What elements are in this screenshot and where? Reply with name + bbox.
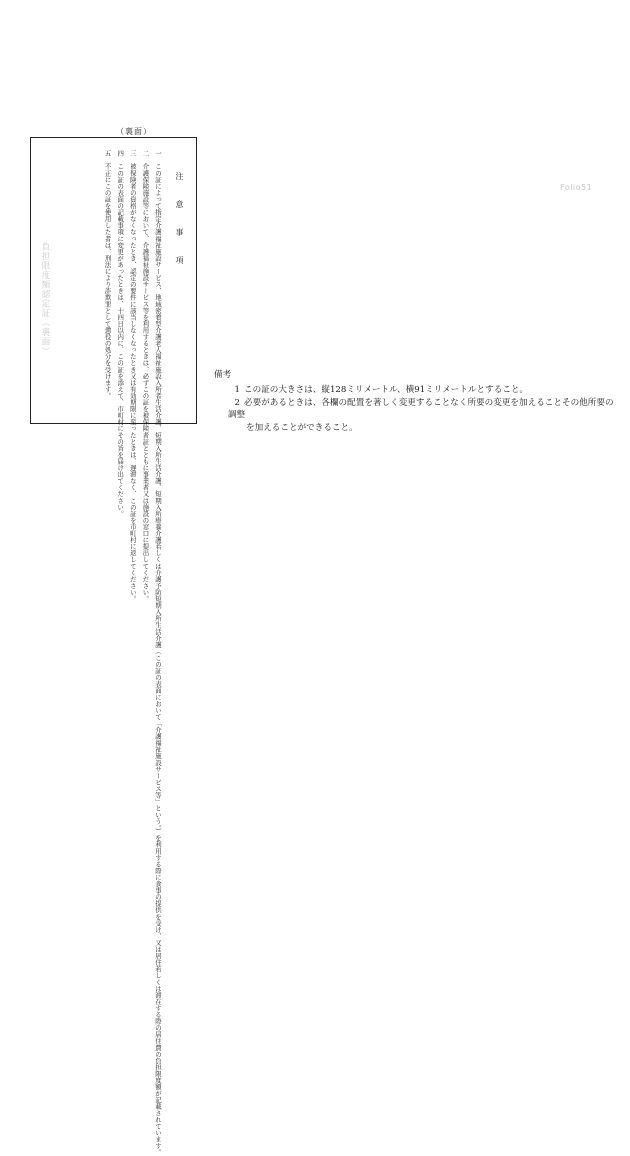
remark-item-1: [214, 384, 614, 396]
note-item-1: 一 この証によって指定介護福祉施設サービス、地域密着型介護老人福祉施設入所者生活介護、短期入所生活介護、短期入所療養介護若しくは介護予防短期入所生活介護（この証の表面において「介護福祉施設サービス等」という。）を利用する際に食事の提供を受け、又は居住若しくは滞在する際の居住費の負担限度額が記載されています。: [154, 150, 162, 1156]
reverse-side-label: （裏面）: [116, 127, 152, 136]
remark-text: 必要があるときは、各欄の配置を著しく変更することなく所要の変更を加えることその他所要の調整: [228, 397, 614, 421]
remark-item-2-continuation: を加えることができること。: [246, 422, 358, 433]
faint-watermark-text: 負担限度額認定証（裏面）: [40, 242, 50, 356]
note-item-3: 三 被保険者の資格がなくなったとき、認定の要件に該当しなくなったとき又は有効期限に至ったときは、遅滞なく、この証を市町村に返してください。: [128, 150, 137, 602]
remark-item-2: [214, 397, 614, 422]
side-mark: Folio51: [560, 183, 593, 192]
certificate-reverse-frame: [30, 137, 197, 1156]
remarks-title: 備考: [214, 370, 232, 380]
note-item-2: 二 介護保険施設等において、介護福祉施設サービス等を利用するときは、必ずこの証を被保険者証とともに事業者又は施設の窓口に提出してください。: [141, 150, 150, 602]
remark-number: 2: [234, 397, 240, 408]
note-item-5: 五 不正にこの証を使用した者は、刑法により詐欺罪として懲役の処分を受けます。: [103, 150, 112, 399]
remark-text: この証の大きさは、縦128ミリメートル、横91ミリメートルとすること。: [244, 385, 529, 396]
notes-heading: 注 意 事 項: [175, 172, 184, 270]
note-item-4: 四 この証の表面の記載事項に変更があったときは、十四日以内に、この証を添えて、市町村にその旨を届け出てください。: [116, 150, 125, 517]
remarks-section: [214, 369, 614, 434]
notes-list: [99, 150, 162, 1156]
remark-number: 1: [234, 385, 240, 396]
